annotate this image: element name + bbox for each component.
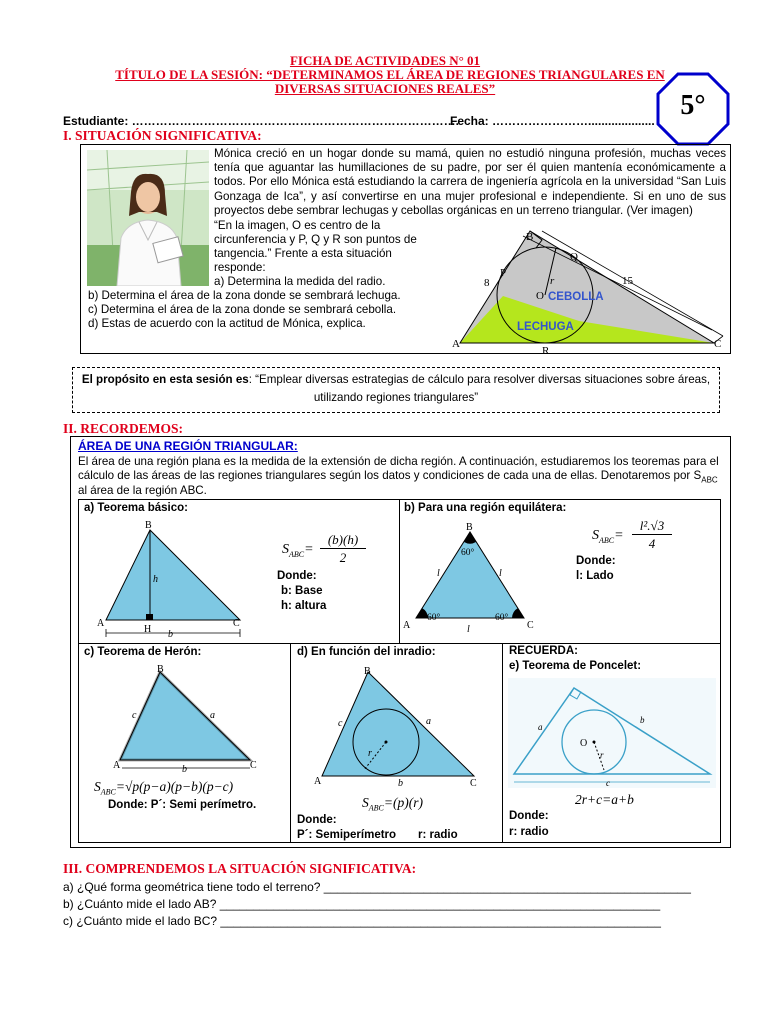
prompt-line-1: “En la imagen, O es centro de la — [214, 219, 381, 232]
purpose-line-2: utilizando regiones triangulares” — [313, 391, 479, 404]
comprension-question-c[interactable]: c) ¿Cuánto mide el lado BC? __________________________________________________________________ — [63, 914, 661, 928]
formula-basic-den: 2 — [339, 550, 347, 565]
basic-triangle-figure — [94, 518, 254, 642]
recordemos-subtitle: ÁREA DE UNA REGIÓN TRIANGULAR: — [78, 439, 298, 453]
question-d: d) Estas de acuerdo con la actitud de Mónica, explica. — [88, 317, 366, 330]
label-recuerda: RECUERDA: — [509, 645, 578, 657]
purpose-text-1: : “Emplear diversas estrategias de cálculo para resolver diversas situaciones sobre áreas, — [248, 373, 711, 386]
svg-text:A: A — [113, 760, 121, 771]
prompt-line-2: circunferencia y P, Q y R son puntos de — [214, 233, 417, 246]
svg-text:O: O — [580, 738, 588, 749]
fig-center-o: O — [536, 290, 544, 302]
heron-triangle-figure — [110, 664, 270, 776]
fig-point-r: R — [542, 345, 550, 354]
label-teorema-basico: a) Teorema básico: — [84, 502, 188, 514]
session-title-cont: DIVERSAS SITUACIONES REALES” — [274, 81, 496, 96]
date-field[interactable]: Fecha: …………………….................... — [450, 114, 655, 128]
svg-text:60°: 60° — [495, 613, 509, 623]
svg-text:60°: 60° — [427, 613, 441, 623]
svg-text:r: r — [368, 748, 372, 759]
basic-altura: h: altura — [281, 600, 327, 612]
label-heron: c) Teorema de Herón: — [84, 646, 202, 658]
poncelet-triangle-figure — [508, 678, 716, 788]
purpose-label: El propósito en esta sesión es — [81, 373, 249, 386]
svg-text:a: a — [426, 716, 431, 727]
svg-text:l: l — [437, 568, 440, 579]
formula-basic-num: (b)(h) — [320, 532, 366, 549]
svg-text:c: c — [338, 718, 343, 729]
terrain-triangle-figure — [452, 226, 727, 354]
question-c: c) Determina el área de la zona donde se sembrará cebolla. — [88, 303, 397, 316]
svg-text:60°: 60° — [461, 548, 475, 558]
fig-point-p: P — [500, 267, 507, 279]
fig-point-q: Q — [570, 251, 578, 263]
fig-cebolla-label: CEBOLLA — [548, 291, 604, 303]
svg-text:b: b — [398, 778, 403, 786]
student-field[interactable]: Estudiante: ………………………………………………………………………. — [63, 114, 460, 128]
student-photo-image — [87, 150, 209, 286]
svg-text:l: l — [467, 624, 470, 635]
svg-text:A: A — [314, 776, 322, 786]
fig-vertex-b: B — [526, 231, 534, 243]
fig-vertex-a: A — [452, 338, 460, 350]
fig-lechuga-label: LECHUGA — [517, 321, 574, 333]
svg-text:b: b — [168, 629, 173, 640]
recordemos-intro-2: cálculo de las áreas de las regiones triangulares según los datos y condiciones de cada una de ellas. Denotaremos por $S_{ABC}$ — [78, 469, 718, 485]
inradio-triangle-figure — [312, 664, 488, 786]
recordemos-intro-1: El área de una región plana es la medida de la extensión de dicha región. A continuación, estudiaremos los teoremas para el — [78, 455, 719, 468]
question-a: a) Determina la medida del radio. — [214, 275, 386, 288]
purpose-line-1 — [72, 373, 720, 386]
svg-text:c: c — [606, 778, 610, 788]
svg-text:b: b — [182, 764, 187, 775]
recordemos-intro-3: al área de la región ABC. — [78, 484, 207, 497]
label-equilatera: b) Para una región equilátera: — [404, 502, 567, 514]
fig-side-ab: 8 — [484, 277, 490, 289]
equilateral-triangle-figure — [400, 518, 550, 642]
poncelet-radio: r: radio — [509, 826, 549, 838]
sheet-title: FICHA DE ACTIVIDADES N° 01 — [289, 53, 481, 68]
heron-donde: Donde: P´: Semi perímetro. — [108, 799, 257, 811]
basic-donde: Donde: — [277, 570, 317, 582]
svg-text:c: c — [132, 710, 137, 721]
inradio-radio: r: radio — [418, 829, 458, 841]
section-3-title: III. COMPRENDEMOS LA SITUACIÓN SIGNIFICATIVA: — [63, 861, 417, 876]
fig-side-bc: 15 — [622, 275, 633, 287]
svg-text:C: C — [233, 618, 240, 629]
poncelet-donde: Donde: — [509, 810, 549, 822]
situation-paragraph: Mónica creció en un hogar donde su mamá, quien no estudió ninguna profesión, muchas veces tenía que aguantar las humillaciones de su padre, por ser él quien mantenía económicamente a todos. Por ello Mónica está estudiando la carrera de ingeniería agrícola en la universidad “San Luis Gonzaga de Ica”, y así convertirse en una mujer profesional e independiente. Si en uno de sus proyectos debe sembrar lechugas y cebollas orgánicas en un terreno triangular. (Ver imagen) — [214, 147, 726, 217]
svg-text:C: C — [250, 760, 257, 771]
formula-inradio: $S_{ABC}=(p)(r)$ — [362, 795, 423, 813]
prompt-line-3: tangencia.” Frente a esta situación — [214, 247, 392, 260]
grade-label: 5° — [680, 90, 706, 121]
svg-text:B: B — [364, 666, 371, 677]
fig-radius-r: r — [550, 275, 555, 287]
session-title: TÍTULO DE LA SESIÓN: “DETERMINAMOS EL ÁREA DE REGIONES TRIANGULARES EN — [115, 67, 665, 82]
formula-equil-num: l².√3 — [632, 518, 672, 535]
svg-text:a: a — [538, 722, 543, 732]
formula-basic-lhs: $S_{ABC}=$ — [282, 542, 314, 559]
basic-base: b: Base — [281, 585, 323, 597]
inradio-donde: Donde: — [297, 814, 337, 826]
section-1-title: I. SITUACIÓN SIGNIFICATIVA: — [63, 128, 262, 143]
question-b: b) Determina el área de la zona donde se sembrará lechuga. — [88, 289, 401, 302]
svg-text:h: h — [153, 574, 158, 585]
inradio-semiperimetro: P´: Semiperímetro — [297, 829, 397, 841]
equil-donde: Donde: — [576, 555, 616, 567]
prompt-line-4: responde: — [214, 261, 266, 274]
svg-text:B: B — [145, 520, 152, 531]
svg-text:A: A — [97, 618, 105, 629]
svg-text:B: B — [466, 522, 473, 533]
svg-text:a: a — [210, 710, 215, 721]
svg-text:H: H — [144, 624, 152, 635]
section-2-title: II. RECORDEMOS: — [63, 421, 184, 436]
formula-heron: $S_{ABC}=√p(p-a)(p-b)(p-c)$ — [94, 779, 234, 797]
svg-text:A: A — [403, 620, 411, 631]
svg-text:C: C — [527, 620, 534, 631]
label-poncelet: e) Teorema de Poncelet: — [509, 660, 642, 672]
formula-equil-den: 4 — [648, 536, 656, 551]
fig-vertex-c: C — [714, 338, 722, 350]
formula-poncelet: 2r+c=a+b — [575, 792, 634, 807]
comprension-question-b[interactable]: b) ¿Cuánto mide el lado AB? __________________________________________________________________ — [63, 897, 661, 911]
svg-text:b: b — [640, 715, 645, 725]
svg-text:B: B — [157, 664, 164, 675]
svg-text:r: r — [600, 750, 604, 760]
comprension-question-a[interactable]: a) ¿Qué forma geométrica tiene todo el terreno? _______________________________________________________ — [63, 880, 691, 894]
label-inradio: d) En función del inradio: — [297, 646, 436, 658]
svg-text:l: l — [499, 568, 502, 579]
equil-lado: l: Lado — [576, 570, 614, 582]
formula-equil-lhs: $S_{ABC}=$ — [592, 528, 624, 545]
svg-text:C: C — [470, 778, 477, 786]
